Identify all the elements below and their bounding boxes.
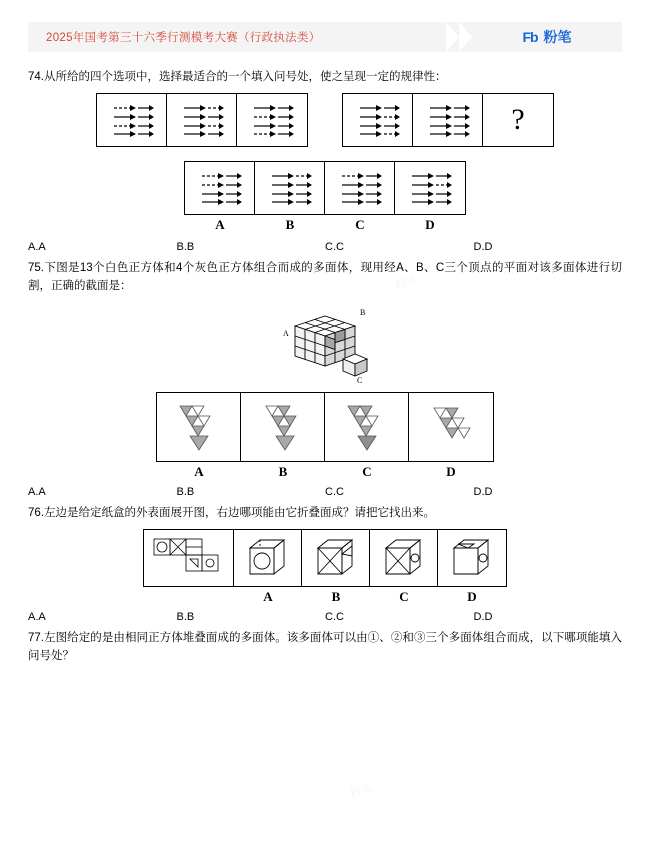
figure-label-c: C: [399, 589, 409, 605]
figure-label-c: C: [355, 216, 365, 232]
option-b[interactable]: B.B: [176, 486, 195, 499]
figure-label-b: B: [285, 216, 295, 232]
option-c[interactable]: C.C: [325, 486, 344, 499]
vertex-label-c: C: [357, 376, 363, 386]
fenbi-logo-icon: Fb: [522, 29, 538, 45]
header-title-area: [28, 22, 446, 52]
page-title: 2025年国考第三十六季行测模考大赛（行政执法类）: [46, 32, 321, 44]
stem-group-right: [342, 93, 554, 147]
question-75-options: [28, 486, 622, 498]
question-76-figures: [28, 529, 622, 587]
option-d[interactable]: D.D: [473, 611, 493, 624]
answer-group: [184, 161, 466, 215]
cube-stack-figure: [265, 301, 385, 386]
answer-option-d-figure[interactable]: [395, 162, 465, 214]
question-74-options: [28, 241, 622, 253]
option-b[interactable]: B.B: [176, 240, 195, 253]
net-figure: [144, 530, 234, 586]
stem-cell: [237, 94, 307, 146]
stem-cell: [167, 94, 237, 146]
question-75-figure-labels: [28, 464, 622, 480]
option-d[interactable]: D.D: [473, 240, 493, 253]
answer-option-c-figure[interactable]: [325, 393, 409, 461]
question-74-text: 74.从所给的四个选项中，选择最适合的一个填入问号处，使之呈现一定的规律性：: [28, 71, 447, 83]
answer-option-a-figure[interactable]: [157, 393, 241, 461]
figure-label-d: D: [467, 589, 477, 605]
watermark: 粉笔: [393, 273, 419, 293]
stem-cell: [343, 94, 413, 146]
header-chevron-divider: [446, 22, 472, 52]
option-d[interactable]: D.D: [473, 486, 493, 499]
answer-option-c-figure[interactable]: [325, 162, 395, 214]
option-b[interactable]: B.B: [176, 611, 195, 624]
figure-label-d: D: [446, 464, 456, 480]
answer-option-b-figure[interactable]: [255, 162, 325, 214]
stem-group-left: [96, 93, 308, 147]
answer-option-d-figure[interactable]: [409, 393, 493, 461]
figure-label-b: B: [331, 589, 341, 605]
stem-cell: [97, 94, 167, 146]
option-a[interactable]: A.A: [28, 611, 46, 624]
figure-label-a: A: [215, 216, 225, 232]
answer-option-b-figure[interactable]: [241, 393, 325, 461]
brand-area: [472, 22, 622, 52]
question-77-text: 77.左图给定的是由相同正方体堆叠面成的多面体。该多面体可以由①、②和③三个多面体组合而成，以下哪项能填入问号处？: [28, 632, 622, 663]
figure-label-a: A: [194, 464, 204, 480]
page-header: [28, 22, 622, 52]
option-a[interactable]: A.A: [28, 486, 46, 499]
question-75-text: 75.下图是13个白色正方体和4个灰色正方体组合而成的多面体，现用经A、B、C三个顶点的平面对该多面体进行切割，正确的截面是：: [28, 261, 622, 292]
answer-group: [156, 392, 494, 462]
option-a[interactable]: A.A: [28, 240, 46, 253]
figure-label-d: D: [425, 216, 435, 232]
answer-option-a-figure[interactable]: [185, 162, 255, 214]
figure-label-b: B: [278, 464, 288, 480]
watermark: 粉笔: [348, 781, 374, 801]
document-content: [0, 52, 650, 666]
question-74-answer-figures: [28, 161, 622, 215]
answer-option-b-figure[interactable]: [302, 530, 370, 586]
figure-label-a: A: [263, 589, 273, 605]
brand-label: 粉笔: [543, 29, 572, 45]
question-76-text: 76.左边是给定纸盒的外表面展开图，右边哪项能由它折叠面成？请把它找出来。: [28, 507, 435, 520]
stem-cell: [413, 94, 483, 146]
question-76-options: [28, 611, 622, 623]
figure-label-c: C: [362, 464, 372, 480]
question-74-figure-labels: [28, 217, 622, 233]
question-74-stem-figures: [28, 93, 622, 147]
question-mark-cell: [483, 94, 553, 146]
question-75-answer-figures: [28, 392, 622, 462]
answer-option-c-figure[interactable]: [370, 530, 438, 586]
answer-option-d-figure[interactable]: [438, 530, 506, 586]
option-c[interactable]: C.C: [325, 611, 344, 624]
option-c[interactable]: C.C: [325, 240, 344, 253]
question-75-stem-figure: [28, 301, 622, 386]
vertex-label-b: B: [360, 308, 366, 318]
question-76-figure-labels: [28, 589, 622, 605]
question-mark-glyph: ?: [511, 102, 525, 136]
answer-option-a-figure[interactable]: [234, 530, 302, 586]
vertex-label-a: A: [283, 329, 289, 339]
unfold-and-answer-group: [143, 529, 507, 587]
